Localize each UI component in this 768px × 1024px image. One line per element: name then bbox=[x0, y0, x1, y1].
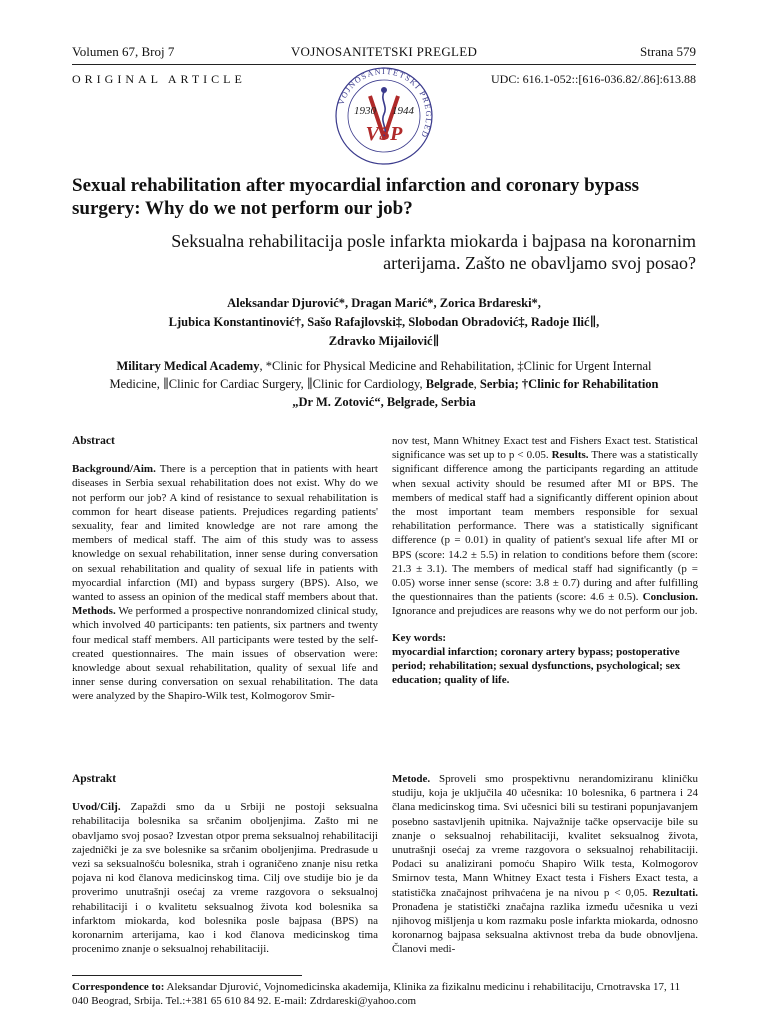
background-label: Background/Aim. bbox=[72, 463, 156, 476]
stats-text: nov test, Mann Whitney Exact test and Fishers Exact test. Statistical significance was set up to p < 0.05. bbox=[392, 435, 698, 462]
author-list bbox=[90, 294, 678, 351]
journal-logo bbox=[318, 66, 450, 170]
abstract-left-column bbox=[72, 434, 378, 704]
conclusion-label: Conclusion. bbox=[642, 591, 698, 604]
journal-name: VOJNOSANITETSKI PREGLED bbox=[290, 44, 478, 59]
uvod-text: Zapaždi smo da u Srbiji ne postoji seksualna rehabilitacija bolesnika sa srčanim oboljenjima. Zašto mi ne obavljamo svoj posao? Izvestan otpor prema seksualnoj rehabilitaciji zajednički je za sve bolesnike sa srčanim oboljenjima. Predrasude u vezi sa seksualnošću bolesnika, strah i ograničeno znanje nisu retka pojava ni kod članova medicinskog tima. Cilj ove studije bio je da proverimo unutrašnji osećaj za vreme razgovora o seksualnoj rehabilitaciji i o kvalitetu seksualnog života kod bolesnika sa infarktom miokarda, kod bolesnika posle bajpasa (BPS) na koronarnim arterijama, kao i kod članova medicinskog tima procenimo znanje o seksualnoj rehabilitaciji. bbox=[72, 801, 378, 956]
apstrakt-continued bbox=[392, 772, 698, 957]
keywords-block bbox=[392, 631, 698, 688]
keywords-heading: Key words: bbox=[392, 631, 447, 644]
affiliation-institution: Military Medical Academy bbox=[116, 359, 260, 373]
title-serbian: Seksualna rehabilitacija posle infarkta miokarda i bajpasa na koronarnim arterijama. Zašto ne obavljamo svoj posao? bbox=[171, 231, 696, 273]
abstract-background bbox=[72, 462, 378, 703]
keywords-text: myocardial infarction; coronary artery bypass; postoperative period; rehabilitation; sexual dysfunctions, psychological; sex education; quality of life. bbox=[392, 645, 681, 687]
abstract-right-column bbox=[392, 434, 698, 687]
rezultati-text: Pronađena je statistički značajna razlika između učesnika u vezi njihovog mišljenja u kom razmaku posle infarkta miokarda, odnosno koronarnog bajpasa seksualna aktivnost treba da bude obnovljena. Članovi medi- bbox=[392, 900, 698, 956]
author-line-1: Aleksandar Djurović*, Dragan Marić*, Zorica Brdareski*, bbox=[227, 296, 541, 310]
header-rule bbox=[72, 64, 696, 65]
page-number: Strana 579 bbox=[640, 44, 696, 59]
apstrakt-heading: Apstrakt bbox=[72, 773, 117, 785]
title-english: Sexual rehabilitation after myocardial infarction and coronary bypass surgery: Why do we not perform our job? bbox=[72, 175, 640, 219]
metode-label: Metode. bbox=[392, 773, 431, 785]
background-text: There is a perception that in patients with heart diseases in Serbia sexual rehabilitation does not exist. Why do we not perform our job? A kind of resistance to sexual rehabilitation is common for heart disease patients. Prejudices regarding patients' sexuality, fear and limited knowledge are not rare among the members of medical staff. The aim of this study was to assess knowledge on sexual rehabilitation, inner sense during conversation on sexual rehabilitation and quality of sexual life in patients with myocardial infarction (MI) and bypass surgery (BPS). Also, we wanted to assess an opinion of the medical staff members about that. bbox=[72, 463, 378, 604]
logo-year-right: 1944 bbox=[392, 105, 414, 117]
results-label: Results. bbox=[551, 449, 589, 462]
correspondence bbox=[72, 980, 696, 1008]
apstrakt-left-column bbox=[72, 772, 378, 956]
metode-text: Sproveli smo prospektivnu nerandomiziranu kliničku studiju, koja je uključila 40 učesnika: 10 bolesnika, 6 partnera i 24 člana medicinskog tima. Svi učesnici bili su testirani popunjavanjem posebno sastavljenih upitnika. Najvažnije tačke opservacije bile su znanje o seksualnoj rehabilitaciji, kvalitet seksualnog života, unutrašnji osećaj za vreme razgovora o seksualnoj rehabilitaciji. Podaci su analizirani pomoću Shapiro Wilk testa, Kolmogorov Smirnov testa, Mann Whitney Exact testa i Fishers Exact testa, a statistička značajnost prihvaćena je na nivou p < 0,05. bbox=[392, 773, 698, 899]
author-line-3: Zdravko Mijailović∥ bbox=[328, 334, 440, 348]
running-header bbox=[72, 44, 696, 62]
uvod-label: Uvod/Cilj. bbox=[72, 801, 121, 814]
affiliation-text-1: , *Clinic for Physical Medicine and Rehabilitation, ‡Clinic for Urgent Internal Medicine, ∥Clinic for Cardiac Surgery, ∥Clinic for Cardiology, bbox=[109, 359, 652, 391]
abstract-continued bbox=[392, 434, 698, 619]
results-text: There was a statistically significant difference among the participants regarding an attitude when sexual activity should be resumed after MI or BPS. The members of medical staff had a significantly different opinion about the most important team members responsible for sexual rehabilitation performance. There was a statistically significant difference (p = 0.01) in quality of patient's sexual life after MI or BPS (score: 14.2 ± 5.5) in relation to conditions before them (score: 21.3 ± 3.1). The members of medical staff had significantly (p = 0.05) worse inner sense (score: 3.8 ± 0.7) during and after fulfilling the questionnaires than the patients (score: 4.6 ± 0.5). bbox=[392, 449, 698, 604]
methods-label: Methods. bbox=[72, 605, 116, 618]
methods-text: We performed a prospective nonrandomized clinical study, which involved 40 participants: ten patients, six partners and twenty four medical staff members. All participants were tested by the self-created questionnaires. The main issues of observation were: knowledge about sexual rehabilitation, quality of sexual life and inner sense during conversation on sexual rehabilitation. The data were analyzed by the Shapiro-Wilk test, Kolmogorov Smir- bbox=[72, 605, 378, 703]
affiliation-country: Serbia; †Clinic for Rehabilitation „Dr M. Zotović“, Belgrade, Serbia bbox=[292, 377, 659, 409]
udc-code: UDC: 616.1-052::[616-036.82/.86]:613.88 bbox=[491, 72, 696, 86]
article-type: ORIGINAL ARTICLE bbox=[72, 72, 246, 86]
logo-ring-text: VOJNOSANITETSKI PREGLED bbox=[336, 66, 434, 140]
affiliation-city: Belgrade bbox=[425, 377, 474, 391]
author-line-2: Ljubica Konstantinović†, Sašo Rafajlovski‡, Slobodan Obradović‡, Radoje Ilić∥, bbox=[168, 315, 600, 329]
apstrakt-right-column bbox=[392, 772, 698, 957]
volume-issue: Volumen 67, Broj 7 bbox=[72, 44, 175, 59]
footnote-rule bbox=[72, 975, 302, 976]
apstrakt-uvod bbox=[72, 800, 378, 956]
correspondence-label: Correspondence to: bbox=[72, 981, 165, 993]
correspondence-text: Aleksandar Djurović, Vojnomedicinska akademija, Klinika za fizikalnu medicinu i rehabilitaciju, Crnotravska 17, 11 040 Beograd, Srbija. Tel.:+381 65 610 84 92. E-mail: Zdrdareski@yahoo.com bbox=[72, 981, 681, 1007]
logo-year-left: 1930 bbox=[354, 105, 376, 117]
affiliations bbox=[100, 357, 668, 411]
affiliation-sep: , bbox=[473, 377, 480, 391]
conclusion-text: Ignorance and prejudices are reasons why we do not perform our job. bbox=[392, 605, 698, 618]
rezultati-label: Rezultati. bbox=[652, 886, 698, 899]
logo-letters: VSP bbox=[365, 123, 403, 145]
abstract-heading: Abstract bbox=[72, 435, 115, 447]
